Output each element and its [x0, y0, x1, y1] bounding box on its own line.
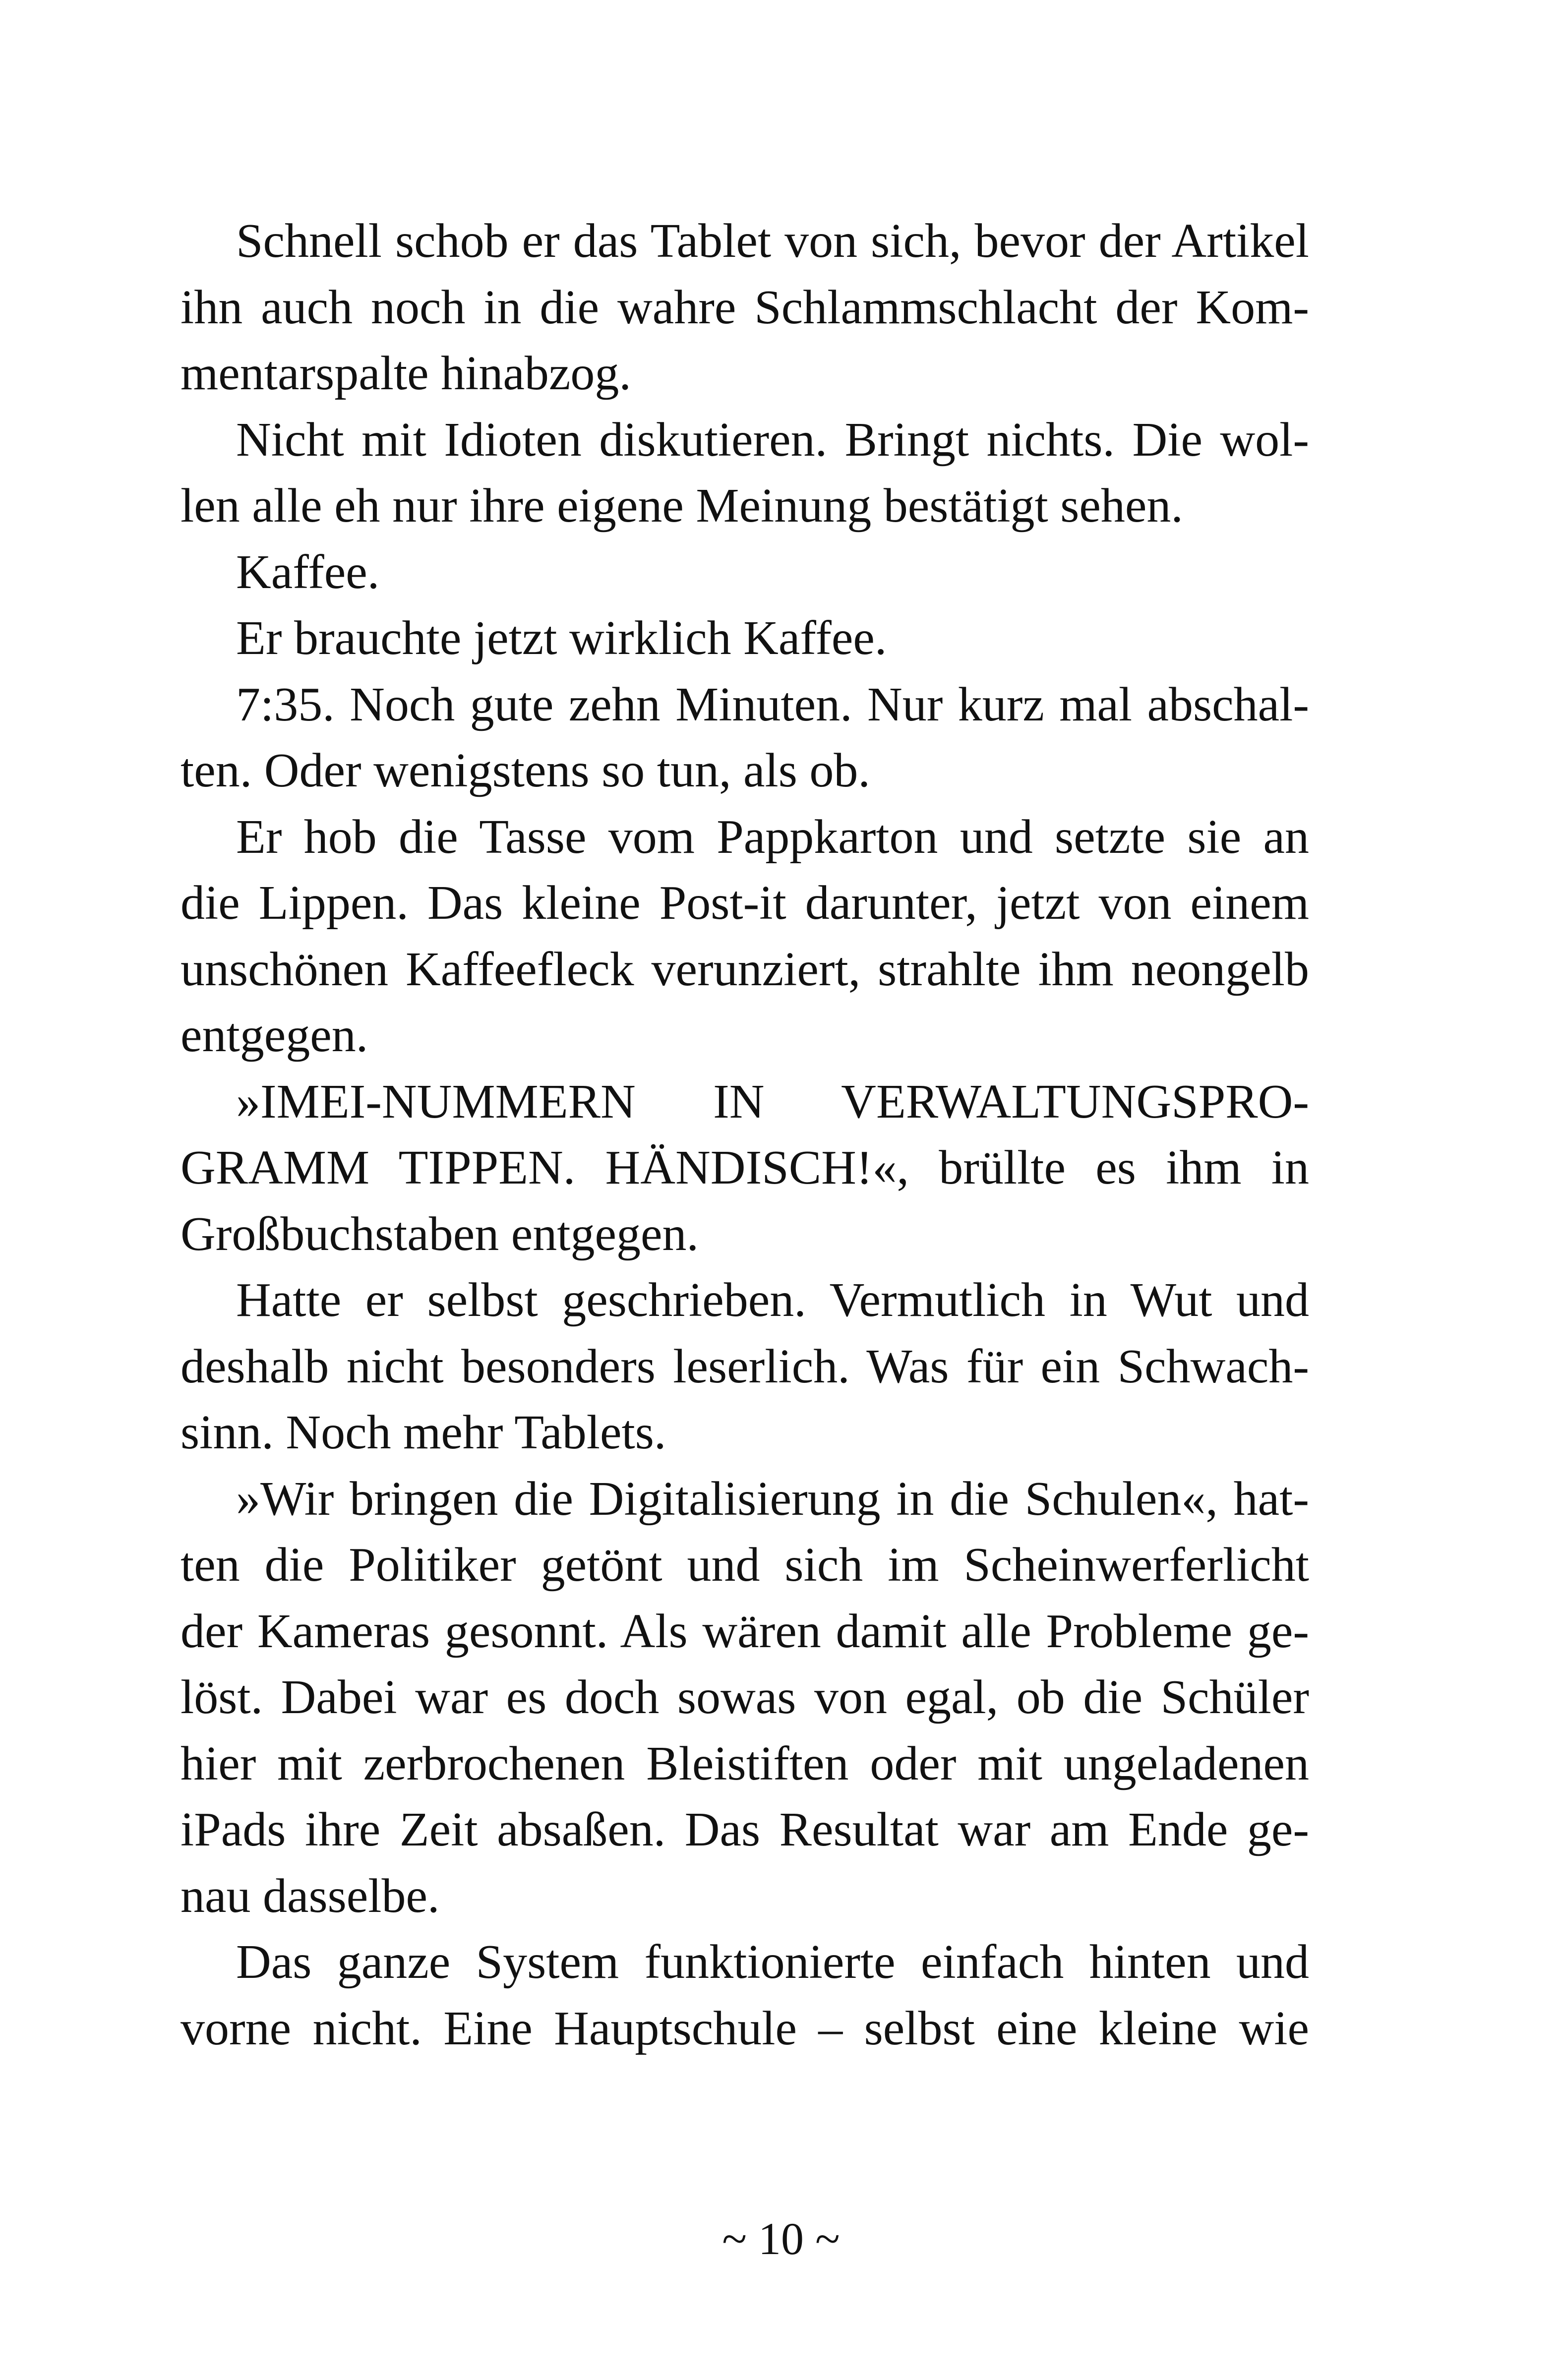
text-line: »Wir bringen die Digitalisierung in die Schulen«, hat-: [236, 1472, 1309, 1526]
text-line: hier mit zerbrochenen Bleistiften oder mit ungeladenen: [180, 1736, 1309, 1790]
text-line: sinn. Noch mehr Tablets.: [180, 1406, 666, 1459]
paragraph: [180, 539, 1309, 606]
text-line: Schnell schob er das Tablet von sich, bevor der Artikel: [236, 214, 1309, 268]
text-line: GRAMM TIPPEN. HÄNDISCH!«, brüllte es ihm in: [180, 1141, 1309, 1194]
text-line: len alle eh nur ihre eigene Meinung bestätigt sehen.: [180, 479, 1183, 533]
page-number: ~ 10 ~: [722, 2213, 840, 2264]
text-line: der Kameras gesonnt. Als wären damit alle Probleme ge-: [180, 1604, 1309, 1658]
text-line: nau dasselbe.: [180, 1869, 440, 1923]
paragraph: [180, 1267, 1309, 1466]
text-line: iPads ihre Zeit absaßen. Das Resultat war am Ende ge-: [180, 1803, 1309, 1856]
text-line: Hatte er selbst geschrieben. Vermutlich in Wut und: [236, 1273, 1309, 1327]
text-line: mentarspalte hinabzog.: [180, 347, 631, 400]
paragraph: [180, 672, 1309, 804]
text-line: die Lippen. Das kleine Post-it darunter, jetzt von einem: [180, 876, 1309, 930]
text-line: Das ganze System funktionierte einfach hinten und: [236, 1935, 1309, 1989]
text-line: ten die Politiker getönt und sich im Scheinwerferlicht: [180, 1538, 1309, 1592]
text-line: löst. Dabei war es doch sowas von egal, ob die Schüler: [180, 1670, 1309, 1724]
text-line: deshalb nicht besonders leserlich. Was für ein Schwach-: [180, 1339, 1309, 1393]
body-text: [180, 208, 1309, 2062]
paragraph: [180, 1929, 1309, 2062]
text-line: entgegen.: [180, 1009, 368, 1062]
paragraph: [180, 1069, 1309, 1268]
text-line: ihn auch noch in die wahre Schlammschlacht der Kom-: [180, 280, 1309, 334]
text-line: Er hob die Tasse vom Pappkarton und setzte sie an: [236, 810, 1309, 864]
paragraph: [180, 1466, 1309, 1930]
text-line: 7:35. Noch gute zehn Minuten. Nur kurz mal abschal-: [236, 677, 1309, 731]
text-line: vorne nicht. Eine Hauptschule – selbst eine kleine wie: [180, 2001, 1309, 2055]
text-line: Kaffee.: [236, 545, 380, 599]
paragraph: [180, 208, 1309, 407]
text-line: ten. Oder wenigstens so tun, als ob.: [180, 744, 870, 797]
text-line: »IMEI-NUMMERN IN VERWALTUNGSPRO-: [236, 1074, 1309, 1129]
text-line: Er brauchte jetzt wirklich Kaffee.: [236, 611, 887, 665]
text-line: Nicht mit Idioten diskutieren. Bringt nichts. Die wol-: [236, 413, 1309, 467]
text-line: unschönen Kaffeefleck verunziert, strahlte ihm neongelb: [180, 942, 1309, 996]
text-line: Großbuchstaben entgegen.: [180, 1207, 699, 1261]
paragraph: [180, 804, 1309, 1069]
paragraph: [180, 605, 1309, 672]
paragraph: [180, 407, 1309, 539]
